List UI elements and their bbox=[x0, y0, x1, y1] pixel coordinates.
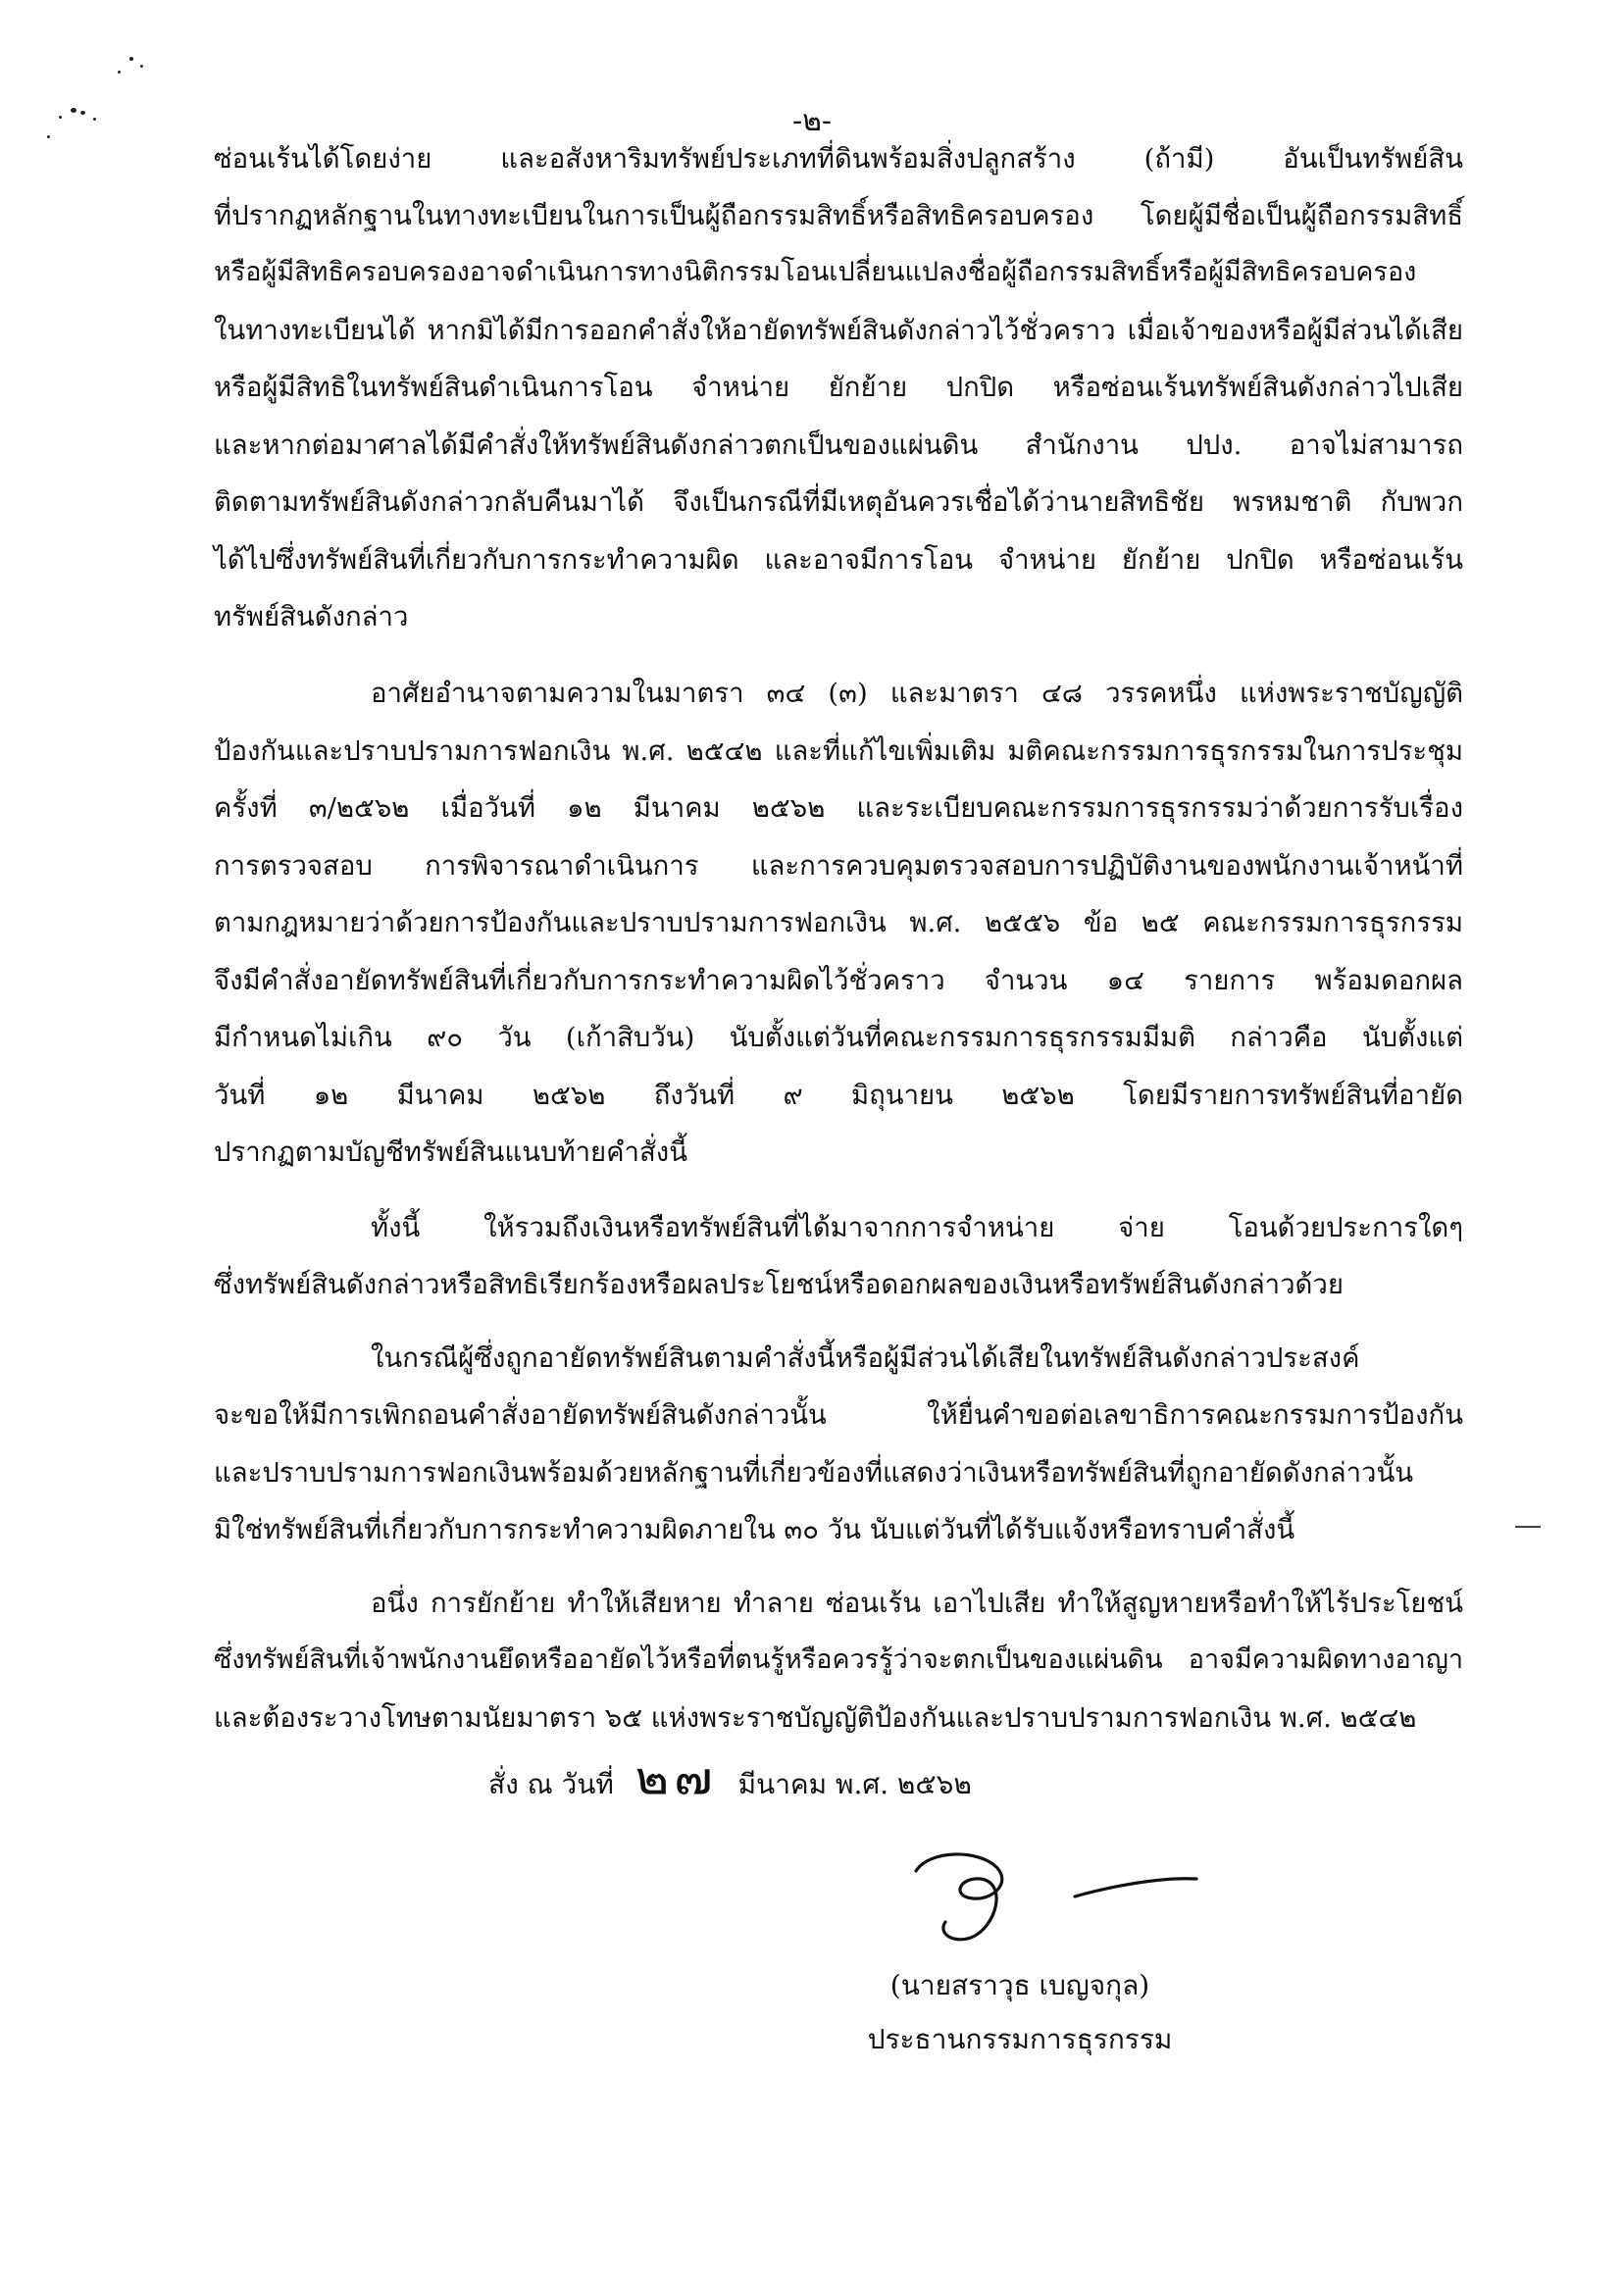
text-line: ติดตามทรัพย์สินดังกล่าวกลับคืนมาได้ จึงเป็นกรณีที่มีเหตุอันควรเชื่อได้ว่านายสิทธิชัย พรหมชาติ กับพวก bbox=[214, 486, 1463, 518]
text-line: หรือผู้มีสิทธิครอบครองอาจดำเนินการทางนิติกรรมโอนเปลี่ยนแปลงชื่อผู้ถือกรรมสิทธิ์หรือผู้มีสิทธิครอบครอง bbox=[214, 257, 1417, 287]
text-line: ป้องกันและปราบปรามการฟอกเงิน พ.ศ. ๒๕๔๒ และที่แก้ไขเพิ่มเติม มติคณะกรรมการธุรกรรมในการประชุม bbox=[214, 735, 1463, 767]
margin-mark bbox=[1515, 1526, 1541, 1528]
text-line: และหากต่อมาศาลได้มีคำสั่งให้ทรัพย์สินดังกล่าวตกเป็นของแผ่นดิน สำนักงาน ปปง. อาจไม่สามารถ bbox=[214, 430, 1463, 461]
text-line: ได้ไปซึ่งทรัพย์สินที่เกี่ยวกับการกระทำความผิด และอาจมีการโอน จำหน่าย ยักย้าย ปกปิด หรือซ่อนเร้น bbox=[214, 544, 1463, 576]
order-date-prefix: สั่ง ณ วันที่ bbox=[488, 1768, 614, 1800]
order-date bbox=[488, 1753, 972, 1809]
text-line: หรือผู้มีสิทธิในทรัพย์สินดำเนินการโอน จำหน่าย ยักย้าย ปกปิด หรือซ่อนเร้นทรัพย์สินดังกล่าวไปเสีย bbox=[214, 372, 1463, 403]
text-line: มีกำหนดไม่เกิน ๙๐ วัน (เก้าสิบวัน) นับตั้งแต่วันที่คณะกรรมการธุรกรรมมีมติ กล่าวคือ นับตั้งแต่ bbox=[214, 1022, 1463, 1053]
text-line: ทั้งนี้ ให้รวมถึงเงินหรือทรัพย์สินที่ได้มาจากการจำหน่าย จ่าย โอนด้วยประการใดๆ bbox=[371, 1212, 1463, 1243]
scan-speck bbox=[129, 57, 133, 61]
text-line: ตามกฎหมายว่าด้วยการป้องกันและปราบปรามการฟอกเงิน พ.ศ. ๒๕๕๖ ข้อ ๒๕ คณะกรรมการธุรกรรม bbox=[214, 907, 1463, 938]
text-line: ที่ปรากฏหลักฐานในทางทะเบียนในการเป็นผู้ถือกรรมสิทธิ์หรือสิทธิครอบครอง โดยผู้มีชื่อเป็นผู้ถือกรรมสิทธิ์ bbox=[214, 200, 1463, 231]
text-line: ทรัพย์สินดังกล่าว bbox=[214, 601, 409, 632]
text-line: ปรากฏตามบัญชีทรัพย์สินแนบท้ายคำสั่งนี้ bbox=[214, 1137, 687, 1168]
order-date-month-year: มีนาคม พ.ศ. ๒๕๖๒ bbox=[737, 1768, 972, 1800]
text-line: ในทางทะเบียนได้ หากมิได้มีการออกคำสั่งให้อายัดทรัพย์สินดังกล่าวไว้ชั่วคราว เมื่อเจ้าของหรือผู้มีส่วนได้เสีย bbox=[214, 315, 1463, 346]
text-line: ซ่อนเร้นได้โดยง่าย และอสังหาริมทรัพย์ประเภทที่ดินพร้อมสิ่งปลูกสร้าง (ถ้ามี) อันเป็นทรัพย์สิน bbox=[214, 143, 1463, 175]
text-line: อาศัยอำนาจตามความในมาตรา ๓๔ (๓) และมาตรา ๔๘ วรรคหนึ่ง แห่งพระราชบัญญัติ bbox=[371, 678, 1463, 709]
order-date-day-handwritten: ๒๗ bbox=[634, 1751, 718, 1804]
page-number: -๒- bbox=[791, 104, 833, 138]
text-line: ครั้งที่ ๓/๒๕๖๒ เมื่อวันที่ ๑๒ มีนาคม ๒๕๖๒ และระเบียบคณะกรรมการธุรกรรมว่าด้วยการรับเรื่อง bbox=[214, 792, 1463, 824]
text-line: มิใช่ทรัพย์สินที่เกี่ยวกับการกระทำความผิดภายใน ๓๐ วัน นับแต่วันที่ได้รับแจ้งหรือทราบคำสั่งนี้ bbox=[214, 1514, 1295, 1545]
signer-name: (นายสราวุธ เบญจกุล) bbox=[889, 1969, 1150, 2001]
text-line: อนึ่ง การยักย้าย ทำให้เสียหาย ทำลาย ซ่อนเร้น เอาไปเสีย ทำให้สูญหายหรือทำให้ไร้ประโยชน์ bbox=[371, 1588, 1463, 1619]
text-line: จะขอให้มีการเพิกถอนคำสั่งอายัดทรัพย์สินดังกล่าวนั้น ให้ยื่นคำขอต่อเลขาธิการคณะกรรมการป้องกัน bbox=[214, 1399, 1463, 1431]
text-line: ในกรณีผู้ซึ่งถูกอายัดทรัพย์สินตามคำสั่งนี้หรือผู้มีส่วนได้เสียในทรัพย์สินดังกล่าวประสงค์ bbox=[371, 1342, 1360, 1374]
signer-title: ประธานกรรมการธุรกรรม bbox=[867, 2023, 1173, 2055]
scan-speck bbox=[118, 71, 121, 74]
text-line: วันที่ ๑๒ มีนาคม ๒๕๖๒ ถึงวันที่ ๙ มิถุนายน ๒๕๖๒ โดยมีรายการทรัพย์สินที่อายัด bbox=[214, 1080, 1463, 1111]
text-line: ซึ่งทรัพย์สินดังกล่าวหรือสิทธิเรียกร้องหรือผลประโยชน์หรือดอกผลของเงินหรือทรัพย์สินดังกล่าวด้วย bbox=[214, 1269, 1344, 1300]
text-line: จึงมีคำสั่งอายัดทรัพย์สินที่เกี่ยวกับการกระทำความผิดไว้ชั่วคราว จำนวน ๑๔ รายการ พร้อมดอกผล bbox=[214, 965, 1463, 996]
text-line: ซึ่งทรัพย์สินที่เจ้าพนักงานยึดหรืออายัดไว้หรือที่ตนรู้หรือควรรู้ว่าจะตกเป็นของแผ่นดิน อาจมีความผิดทางอาญา bbox=[214, 1644, 1463, 1675]
scan-speck bbox=[140, 65, 143, 68]
signature bbox=[902, 1844, 1216, 1951]
text-line: และต้องระวางโทษตามนัยมาตรา ๖๕ แห่งพระราชบัญญัติป้องกันและปราบปรามการฟอกเงิน พ.ศ. ๒๕๔๒ bbox=[214, 1702, 1417, 1734]
text-line: การตรวจสอบ การพิจารณาดำเนินการ และการควบคุมตรวจสอบการปฏิบัติงานของพนักงานเจ้าหน้าที่ bbox=[214, 850, 1463, 882]
text-line: และปราบปรามการฟอกเงินพร้อมด้วยหลักฐานที่เกี่ยวข้องที่แสดงว่าเงินหรือทรัพย์สินที่ถูกอายัดดังกล่าวนั้น bbox=[214, 1457, 1414, 1489]
